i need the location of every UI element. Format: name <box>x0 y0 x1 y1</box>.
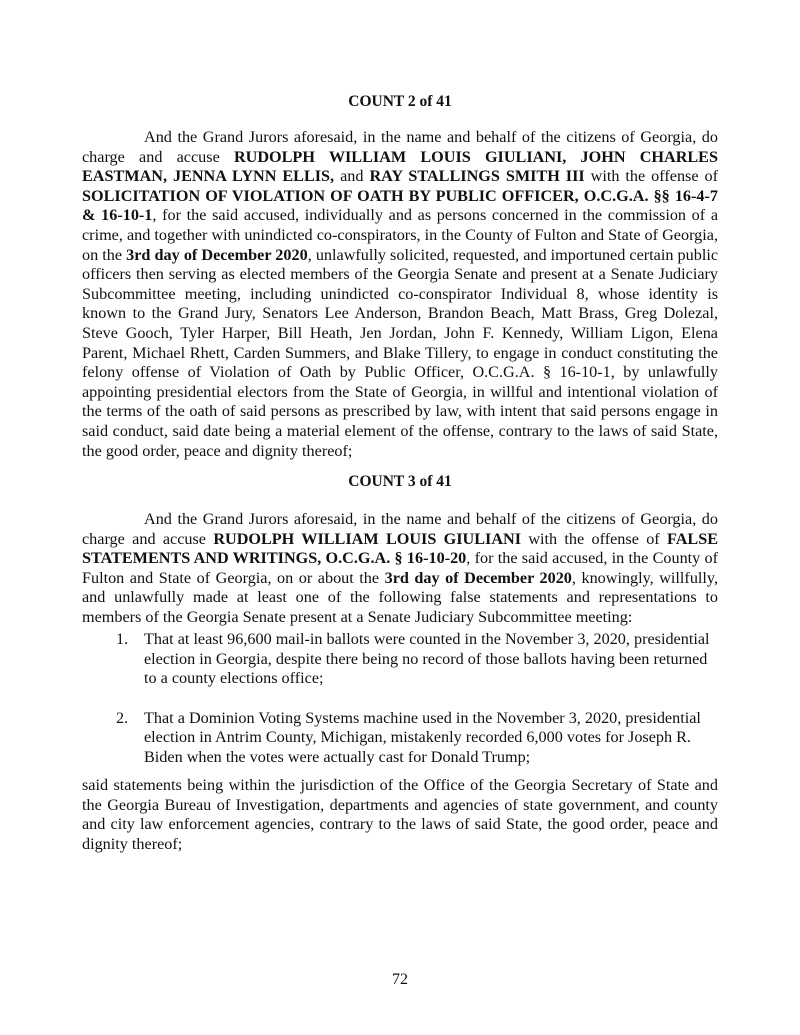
count-2-defendants: RUDOLPH WILLIAM LOUIS GIULIANI, JOHN CHARLES EASTMAN, JENNA LYNN ELLIS, <box>82 147 718 186</box>
list-item <box>108 630 718 689</box>
count-3-defendant: RUDOLPH WILLIAM LOUIS GIULIANI <box>213 529 522 548</box>
list-item-text: That at least 96,600 mail-in ballots were counted in the November 3, 2020, presidential election in Georgia, despite there being no record of those ballots having been returned to a county elections office; <box>144 630 710 688</box>
count-2-text-1: And the Grand Jurors aforesaid, in the name and behalf of the citizens of Georgia, do charge and accuse <box>82 128 718 166</box>
list-item <box>108 709 718 768</box>
count-2-defendant-smith: RAY STALLINGS SMITH III <box>369 167 585 186</box>
list-item-number: 2. <box>116 708 129 727</box>
list-item-text: That a Dominion Voting Systems machine used in the November 3, 2020, presidential election in Antrim County, Michigan, mistakenly recorded 6,000 votes for Joseph R. Biden when the votes were actually cast for Donald Trump; <box>144 708 701 766</box>
list-item-number: 1. <box>116 630 129 648</box>
count-2-text-3: with the offense of <box>584 167 718 186</box>
count-2-text-4: , for the said accused, individually and as persons concerned in the commission of a crime, and together with unindicted co-conspirators, in the County of Fulton and State of Georgia, on the <box>82 206 718 264</box>
count-3-date: 3rd day of December 2020 <box>384 568 572 587</box>
count-2-text-2: and <box>334 167 370 186</box>
false-statements-list <box>108 630 718 768</box>
count-3-heading: COUNT 3 of 41 <box>348 473 452 490</box>
count-3-text-3: , for the said accused, in the County of Fulton and State of Georgia, on or about the <box>82 549 719 587</box>
page-number: 72 <box>392 971 408 988</box>
count-3-paragraph <box>82 510 718 628</box>
count-3-text-2: with the offense of <box>521 529 668 548</box>
count-3-text-1: And the Grand Jurors aforesaid, in the name and behalf of the citizens of Georgia, do charge and accuse <box>82 510 718 548</box>
count-2-date: 3rd day of December 2020 <box>126 245 308 264</box>
count-3-offense: FALSE STATEMENTS AND WRITINGS, O.C.G.A. § 16-10-20 <box>82 529 718 568</box>
count-2-heading: COUNT 2 of 41 <box>348 93 452 110</box>
count-2-text-5: , unlawfully solicited, requested, and importuned certain public officers then serving as elected members of the Georgia Senate and present at a Senate Judiciary Subcommittee meeting, including unindicted co-conspirator Individual 8, whose identity is known to the Grand Jury, Senators Lee Anderson, Brandon Beach, Matt Brass, Greg Dolezal, Steve Gooch, Tyler Harper, Bill Heath, Jen Jordan, John F. Kennedy, William Ligon, Elena Parent, Michael Rhett, Carden Summers, and Blake Tillery, to engage in conduct constituting the felony offense of Violation of Oath by Public Officer, O.C.G.A. § 16-10-1, by unlawfully appointing presidential electors from the State of Georgia, in willful and intentional violation of the terms of the oath of said persons as prescribed by law, with intent that said persons engage in said conduct, said date being a material element of the offense, contrary to the laws of said State, the good order, peace and dignity thereof; <box>82 245 718 460</box>
count-3-closing: said statements being within the jurisdiction of the Office of the Georgia Secretary of State and the Georgia Bureau of Investigation, departments and agencies of state government, and county and city law enforcement agencies, contrary to the laws of said State, the good order, peace and dignity thereof; <box>82 776 718 853</box>
count-3-text-4: , knowingly, willfully, and unlawfully made at least one of the following false statements and representations to members of the Georgia Senate present at a Senate Judiciary Subcommittee meeting: <box>82 568 718 626</box>
count-2-offense: SOLICITATION OF VIOLATION OF OATH BY PUBLIC OFFICER, O.C.G.A. §§ 16-4-7 & 16-10-1 <box>82 186 718 225</box>
count-2-paragraph <box>82 128 718 461</box>
